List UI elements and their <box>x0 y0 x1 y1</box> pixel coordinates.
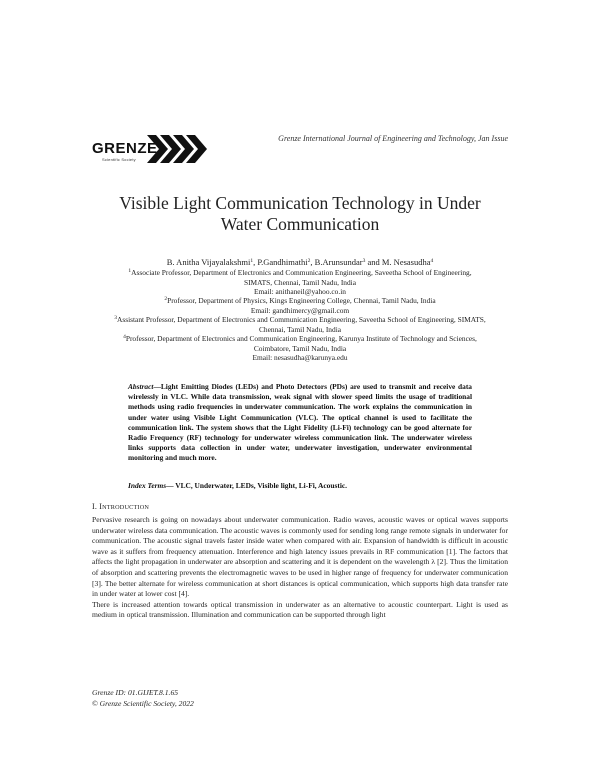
paper-title <box>80 193 520 235</box>
index-terms-text: — VLC, Underwater, LEDs, Visible light, Li-Fi, Acoustic. <box>166 481 347 490</box>
affiliation-1: $^1$Associate Professor, Department of Electronics and Communication Engineering, Saveetha School of Engineering, SIMATS, Chennai, Tamil Nadu, India Email: anithaneil@yahoo.co.in <box>80 268 520 297</box>
author-sup: 4 <box>430 258 434 264</box>
logo-wordmark: GRENZE <box>92 140 158 157</box>
author-list: B. Anitha Vijayalakshmi$^1$, P.Gandhimathi$^2$, B.Arunsundar$^3$ and M. Nesasudha$^4$ <box>166 257 434 267</box>
body-text <box>92 515 508 621</box>
chevron-arrows-icon <box>147 133 209 165</box>
title-line: Water Communication <box>220 214 380 234</box>
author-sup: 1 <box>250 258 254 264</box>
affiliation-2: $^2$Professor, Department of Physics, Kings Engineering College, Chennai, Tamil Nadu, India Email: gandhimercy@gmail.com <box>80 296 520 315</box>
paragraph: There is increased attention towards optical transmission in underwater as an alternative to acoustic counterpart. Light is used as medium in optical transmission. Illumination and communication can be supported through light <box>92 599 508 620</box>
publisher-logo <box>92 132 212 166</box>
author-sup: 2 <box>307 258 311 264</box>
abstract-label: Abstract <box>128 382 154 391</box>
email: Email: nesasudha@karunya.edu <box>252 353 348 363</box>
author-name: B.Arunsundar <box>314 257 363 267</box>
title-line: Visible Light Communication Technology in Under <box>119 193 481 213</box>
author-name: P.Gandhimathi <box>257 257 308 267</box>
footer <box>92 688 194 709</box>
abstract <box>128 382 472 464</box>
abstract-text: —Light Emitting Diodes (LEDs) and Photo Detectors (PDs) are used to transmit and receive data wirelessly in VLC. While data transmission, weak signal with slower speed limits the usage of traditional methods using radio frequencies in underwater communication. The work explains the communication in under water using Visible Light Communication (VLC). The optical channel is used to facilitate the communication link. The system shows that the Light Fidelity (Li-Fi) technology can be good alternate for Radio Frequency (RF) technology for underwater wireless communication link. The underwater wireless links supports data collection in under water, underwater investigation, underwater environmental monitoring and much more. <box>128 382 472 463</box>
email: Email: anithaneil@yahoo.co.in <box>254 287 346 297</box>
email: Email: gandhimercy@gmail.com <box>250 305 350 315</box>
affiliation-4: $^4$Professor, Department of Electronics and Communication Engineering, Karunya Institute of Technology and Sciences, Coimbatore, Tamil Nadu, India Email: nesasudha@karunya.edu <box>80 334 520 363</box>
journal-header: Grenze International Journal of Engineering and Technology, Jan Issue <box>278 134 508 143</box>
affiliation-3: $^3$Assistant Professor, Department of Electronics and Communication Engineering, Saveetha School of Engineering, SIMATS, Chennai, Tamil Nadu, India <box>114 315 486 334</box>
section-heading: I. INTRODUCTION <box>92 502 150 511</box>
index-terms-label: Index Terms <box>128 481 167 490</box>
author-name: M. Nesasudha <box>381 257 431 267</box>
logo-tagline: Scientific Society <box>102 157 136 162</box>
author-sup: 3 <box>362 258 366 264</box>
index-terms <box>128 481 472 491</box>
grenze-id: Grenze ID: 01.GIJET.8.1.65 <box>92 688 179 697</box>
copyright: © Grenze Scientific Society, 2022 <box>92 698 194 708</box>
author-name: B. Anitha Vijayalakshmi <box>166 257 251 267</box>
paragraph: Pervasive research is going on nowadays about underwater communication. Radio waves, acoustic waves or optical waves supports underwater wireless data communication. The acoustic waves is commonly used for sending long range remote signals in underwater for communication. The acoustic signal travels faster inside water when compared with air. Expansion of handwidth is difficult in acoustic wave as it suffers from frequency attenuation. Interference and high latency issues prevails in RF communication [1]. The factors that affects the light propagation in underwater are absorption and scattering and it is dependent on the wavelength λ [2]. Thus the limitation of absorption and scattering prevents the electromagnetic waves to be used in higher range of frequency for underwater communication [3]. The better alternate for wireless communication at short distances is optical communication, which supports high data transfer rate in under water at lower cost [4]. <box>92 515 508 599</box>
